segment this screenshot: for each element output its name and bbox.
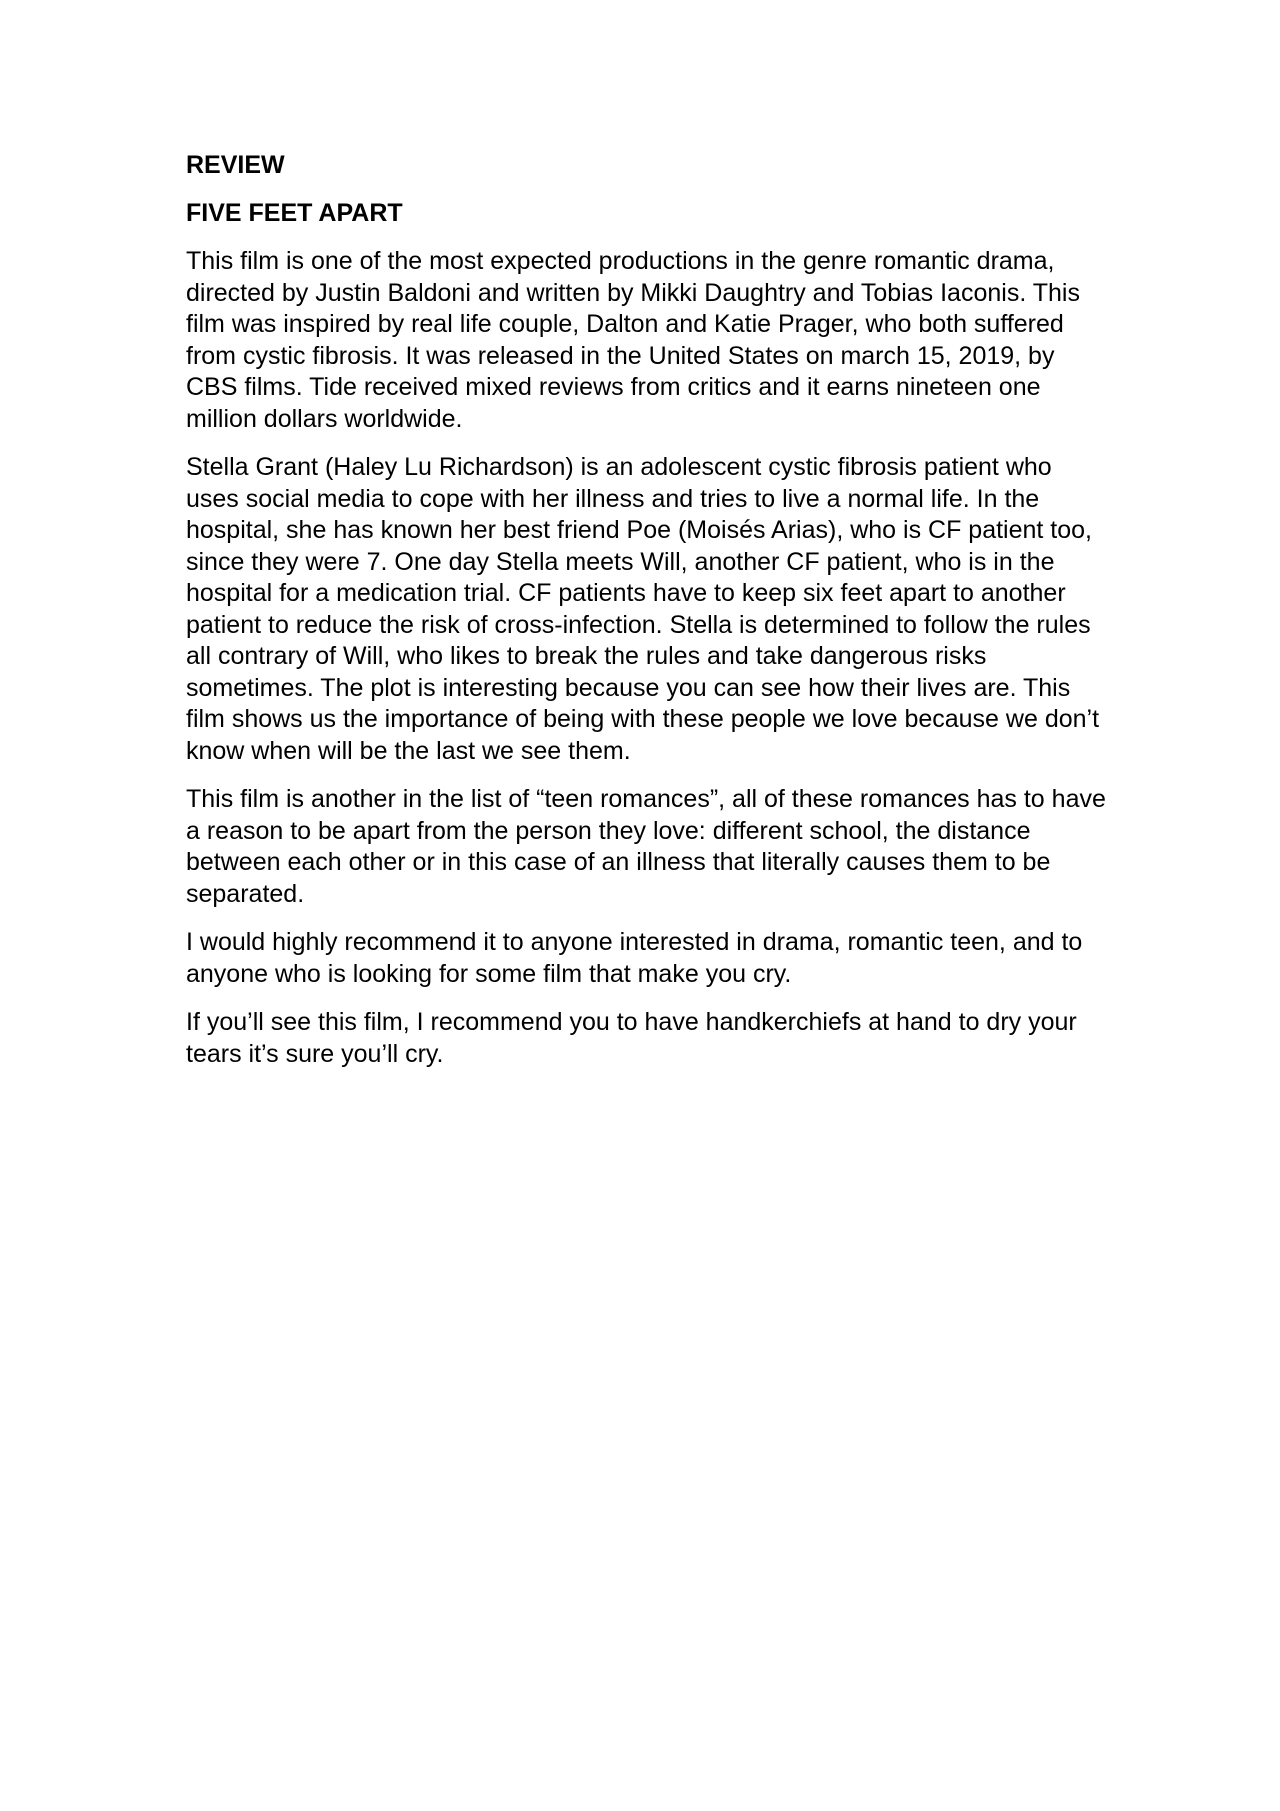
document-body — [186, 150, 1106, 1087]
paragraph-closing: If you’ll see this film, I recommend you to have handkerchiefs at hand to dry your tears it’s sure you’ll cry. — [186, 1008, 1077, 1068]
paragraph-recommendation: I would highly recommend it to anyone interested in drama, romantic teen, and to anyone who is looking for some film that make you cry. — [186, 928, 1083, 988]
review-heading: REVIEW — [186, 151, 285, 179]
paragraph-genre: This film is another in the list of “teen romances”, all of these romances has to have a reason to be apart from the person they love: different school, the distance between each other or in this case of an illness that literally causes them to be separated. — [186, 785, 1106, 908]
paragraph-intro: This film is one of the most expected productions in the genre romantic drama, directed by Justin Baldoni and written by Mikki Daughtry and Tobias Iaconis. This film was inspired by real life couple, Dalton and Katie Prager, who both suffered from cystic fibrosis. It was released in the United States on march 15, 2019, by CBS films. Tide received mixed reviews from critics and it earns nineteen one million dollars worldwide. — [186, 247, 1080, 433]
film-title: FIVE FEET APART — [186, 199, 403, 227]
paragraph-plot: Stella Grant (Haley Lu Richardson) is an adolescent cystic fibrosis patient who uses social media to cope with her illness and tries to live a normal life. In the hospital, she has known her best friend Poe (Moisés Arias), who is CF patient too, since they were 7. One day Stella meets Will, another CF patient, who is in the hospital for a medication trial. CF patients have to keep six feet apart to another patient to reduce the risk of cross-infection. Stella is determined to follow the rules all contrary of Will, who likes to break the rules and take dangerous risks sometimes. The plot is interesting because you can see how their lives are. This film shows us the importance of being with these people we love because we don’t know when will be the last we see them. — [186, 453, 1100, 765]
